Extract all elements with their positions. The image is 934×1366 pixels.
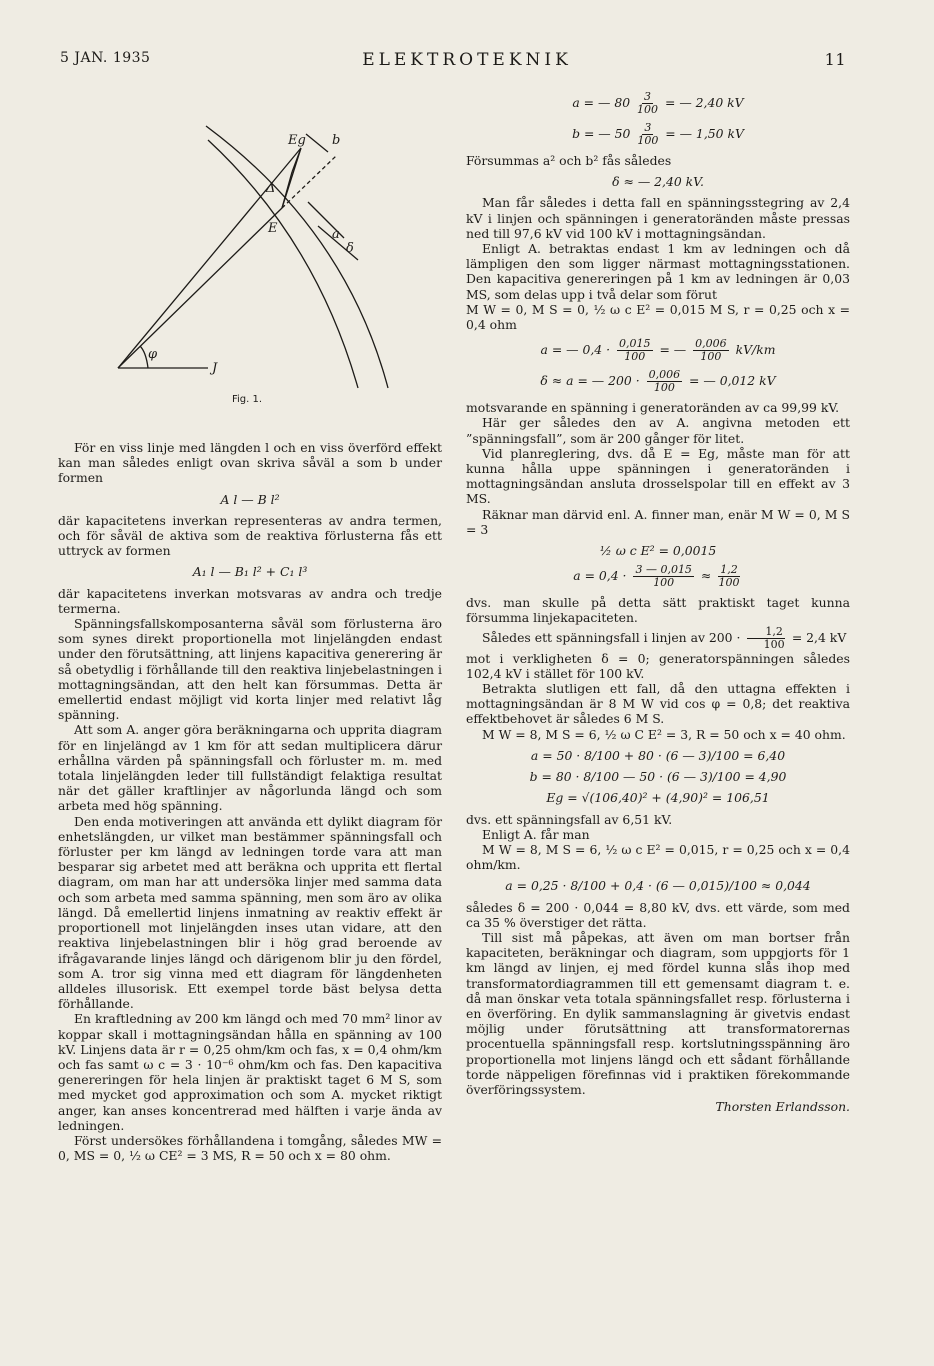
text: = 2,4 kV xyxy=(791,629,847,645)
label-delta: δ xyxy=(346,241,354,256)
equation-b1 xyxy=(466,122,850,147)
equation-d2 xyxy=(466,369,850,394)
equation-a1 xyxy=(466,91,850,116)
paragraph: således δ = 200 · 0,044 = 8,80 kV, dvs. ett värde, som med ca 35 % överstiger det rätta. xyxy=(466,899,850,930)
fraction xyxy=(747,626,785,651)
numerator: 3 xyxy=(644,121,652,134)
paragraph xyxy=(466,626,850,651)
denominator: 100 xyxy=(763,637,785,651)
equation-h: ½ ω c E² = 0,0015 xyxy=(599,543,717,559)
equation-d1: δ ≈ — 2,40 kV. xyxy=(612,174,704,190)
eq-text: δ ≈ a = — 200 · xyxy=(540,373,640,389)
eq-text: = — 1,50 kV xyxy=(665,126,744,141)
fraction xyxy=(637,122,658,147)
b-dimension xyxy=(306,134,328,152)
paragraph: M W = 8, M S = 6, ½ ω c E² = 0,015, r = 0,25 och x = 0,4 ohm/km. xyxy=(466,841,850,873)
numerator: 0,006 xyxy=(648,368,681,382)
equation-a5: a = 0,25 · 8/100 + 0,4 · (6 — 0,015)/100 ≈ 0,044 xyxy=(505,878,811,894)
paragraph: dvs. man skulle på detta sätt praktiskt taget kunna försumma linjekapaciteten. xyxy=(466,595,850,626)
eq-text: kV/km xyxy=(735,342,776,358)
paragraph: Till sist må påpekas, att även om man bortser från kapaciteten, beräkningar och diagram, som uppgjorts för 1 km längd av linjen, ej med fördel kunna slås ihop med transformatordiagrammen till ett gemensamt diagram t. e. då man önskar veta totala spänningsfallet resp. förlusterna i en överföring. En dylik sammanslagning är givetvis endast möjlig under förutsättning att transformatorernas procentuella spänningsfall resp. kortslutningsspänning äro proportionella mot linjens längd och ett sådant förhållande torde näppeligen förefinnas vid i praktiken förekommande överföringssystem. xyxy=(466,929,850,1097)
fraction xyxy=(633,564,693,589)
author-signature: Thorsten Erlandsson. xyxy=(715,1099,850,1115)
paragraph: Enligt A. betraktas endast 1 km av ledningen och då lämpligen den som ligger närmast mottagningsstationen. Den kapacitiva genereringen på 1 km av ledningen är 0,03 MS, som delas upp i två delar som förut xyxy=(466,241,850,302)
phi-arc xyxy=(140,346,148,368)
paragraph: Här ger således den av A. angivna metoden ett ”spänningsfall”, som är 200 gånger för litet. xyxy=(466,415,850,446)
paragraph: Försummas a² och b² fås således xyxy=(466,153,672,168)
paragraph: motsvarande en spänning i generatoränden av ca 99,99 kV. xyxy=(466,400,840,416)
right-column xyxy=(466,85,850,1114)
paragraph: Vid planreglering, dvs. då E = Eg, måste man för att kunna hålla uppe spänningen i generatoränden i mottagningsändan ansluta drosselspolar till en effekt av 3 MS. xyxy=(466,445,850,507)
paragraph: Först undersökes förhållandena i tomgång, således MW = 0, MS = 0, ½ ω CE² = 3 MS, R = 50 och x = 80 ohm. xyxy=(58,1132,442,1164)
label-delta-top: Δ xyxy=(266,181,276,196)
equation: A l — B l² xyxy=(220,491,280,507)
denominator: 100 xyxy=(653,576,675,590)
eq-text: a = — 0,4 · xyxy=(540,342,611,358)
fraction xyxy=(647,369,683,394)
vector-e xyxy=(118,208,282,368)
paragraph: Spänningsfallskomposanterna såväl som förlusterna äro som synes direkt proportionella mot linjelängden endast under den förutsättning, att linjens kapacitiva generering är så obetydlig i förhållande till den reaktiva linjebelastningen i mottagningsändan, att den helt kan försummas. Detta är emellertid endast möjligt vid korta linjer med relativt låg spänning. xyxy=(58,616,442,723)
label-e: E xyxy=(268,221,278,236)
label-phi: φ xyxy=(148,347,158,362)
label-b: b xyxy=(332,133,341,148)
equation-a2 xyxy=(466,338,850,363)
numerator: 3 xyxy=(644,90,652,103)
paragraph: M W = 8, M S = 6, ½ ω C E² = 3, R = 50 och x = 40 ohm. xyxy=(482,726,846,742)
eq-text: a = — 80 xyxy=(572,95,631,110)
b-component xyxy=(292,148,301,172)
denominator: 100 xyxy=(637,103,659,116)
paragraph: dvs. ett spänningsfall av 6,51 kV. xyxy=(466,811,673,827)
vector-diagram xyxy=(96,120,396,390)
paragraph: Att som A. anger göra beräkningarna och uppritа diagram för en linjelängd av 1 km för att sedan multiplicera därur erhållna värden på spänningsfall och förluster m. m. med totala linjelängden leder till fullständigt felaktiga resultat när det gäller kraftlinjer av någorlunda längd och som arbeta med hög spänning. xyxy=(58,722,442,814)
paragraph: Man får således i detta fall en spänningsstegring av 2,4 kV i linjen och spänningen i generatoränden måste pressas ned till 97,6 kV vid 100 kV i mottagningsändan. xyxy=(466,195,850,241)
numerator: 1,2 xyxy=(747,626,785,639)
text: Således ett spänningsfall i linjen av 200 · xyxy=(482,629,741,645)
equation-a3 xyxy=(466,564,850,589)
fraction xyxy=(617,338,653,363)
paragraph: Betrakta slutligen ett fall, då den uttagna effekten i mottagningsändan är 8 M W vid cos φ = 0,8; det reaktiva effektbehovet är således 6 M S. xyxy=(466,681,850,727)
paragraph: Räknar man därvid enl. A. finner man, enär M W = 0, M S = 3 xyxy=(466,506,850,537)
fraction xyxy=(693,338,729,363)
denominator: 100 xyxy=(700,350,722,364)
eq-text: = — xyxy=(659,342,687,358)
paragraph: där kapacitetens inverkan representeras av andra termen, och för såväl de aktiva som de reaktiva förlusterna fås ett uttryck av formen xyxy=(58,512,442,559)
numerator: 3 — 0,015 xyxy=(635,563,692,577)
issue-date: 5 JAN. 1935 xyxy=(60,50,151,66)
denominator: 100 xyxy=(624,350,646,364)
numerator: 0,006 xyxy=(695,337,727,351)
paragraph: mot i verkligheten δ = 0; generatorspänningen således 102,4 kV i stället för 100 kV. xyxy=(466,650,850,681)
paragraph: M W = 0, M S = 0, ½ ω c E² = 0,015 M S, r = 0,25 och x = 0,4 ohm xyxy=(466,301,850,333)
page-number: 11 xyxy=(824,50,846,69)
paragraph: En kraftledning av 200 km längd och med 70 mm² linor av koppar skall i mottagningsändan hålla en spänning av 100 kV. Linjens data är r = 0,25 ohm/km och fas, x = 0,4 ohm/km och fas samt ω c = 3 · 10⁻⁶ ohm/km och fas. Den kapacitiva genereringen för hela linjen är praktiskt taget 6 M S, som med mycket god approximation och som A. mycket riktigt anger, kan anses koncentrerad med hälften i varje ända av ledningen. xyxy=(58,1011,442,1133)
equation-b4: b = 80 · 8/100 — 50 · (6 — 3)/100 = 4,90 xyxy=(529,769,787,785)
label-eg: Eg xyxy=(288,133,306,148)
denominator: 100 xyxy=(653,381,675,395)
journal-title: ELEKTROTEKNIK xyxy=(362,50,572,70)
left-column xyxy=(58,440,442,1163)
numerator: 1,2 xyxy=(720,563,738,577)
fraction xyxy=(637,91,658,116)
paragraph: Den enda motiveringen att använda ett dylikt diagram för enhetslängden, ur vilket man bestämmer spänningsfall och förluster per km längd av ledningen torde vara att man besparar sig arbetet med att beräkna och uppritа ett flertal diagram, om man har att undersöka linjer med samma data och som arbeta med samma spänning, men som äro av olika längd. Då emellertid linjens inmatning av reaktiv effekt är proportionell mot linjelängden inses utan vidare, att den reaktiva linjebelastningen blir i hög grad beroende av ifrågavarande linjes längd och därigenom blir ju den fördel, som A. tror sig vinna med ett diagram för längdenheten alldeles illusorisk. Ett exempel torde bäst belysa detta förhållande. xyxy=(58,813,442,1012)
fraction xyxy=(718,564,740,589)
numerator: 0,015 xyxy=(619,337,651,351)
label-a: a xyxy=(332,227,340,242)
label-j: J xyxy=(212,361,218,376)
eq-text: ≈ xyxy=(700,568,712,584)
paragraph: Enligt A. får man xyxy=(482,826,590,842)
equation-eg: Eg = √(106,40)² + (4,90)² = 106,51 xyxy=(546,790,770,806)
denominator: 100 xyxy=(718,576,740,590)
eq-text: = — 2,40 kV xyxy=(665,95,744,110)
denominator: 100 xyxy=(637,134,659,147)
paragraph: För en viss linje med längden l och en viss överförd effekt kan man således enligt ovan skriva såväl a som b under formen xyxy=(58,440,442,486)
eq-text: a = 0,4 · xyxy=(573,568,627,584)
eq-text: = — 0,012 kV xyxy=(689,373,776,389)
equation: A₁ l — B₁ l² + C₁ l³ xyxy=(192,564,308,580)
equation-a4: a = 50 · 8/100 + 80 · (6 — 3)/100 = 6,40 xyxy=(530,747,786,763)
figure-caption: Fig. 1. xyxy=(232,394,263,405)
paragraph: där kapacitetens inverkan motsvaras av andra och tredje termerna. xyxy=(58,585,442,616)
eq-text: b = — 50 xyxy=(572,126,631,141)
